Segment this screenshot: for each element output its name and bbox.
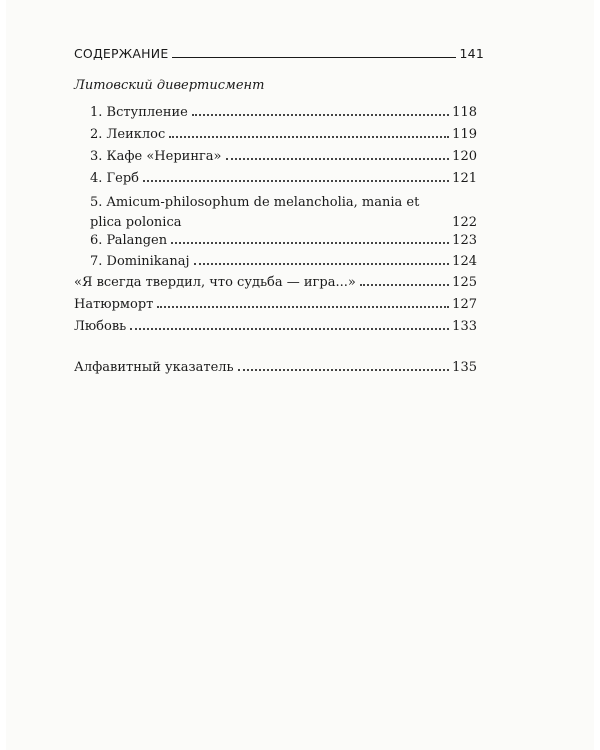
toc-entry-page: 133 bbox=[452, 319, 477, 334]
toc-entry bbox=[90, 126, 477, 143]
toc-entry-label: 1. Вступление bbox=[90, 105, 188, 120]
toc-entry-label: 3. Кафе «Неринга» bbox=[90, 149, 222, 164]
toc-entry bbox=[90, 253, 477, 270]
running-header-title: СОДЕРЖАНИЕ bbox=[74, 46, 169, 61]
toc-entry bbox=[90, 232, 477, 249]
dot-leader bbox=[226, 158, 450, 160]
toc-entry-label: 6. Palangen bbox=[90, 233, 168, 248]
dot-leader bbox=[130, 328, 449, 330]
running-header bbox=[74, 43, 484, 61]
dot-leader bbox=[171, 242, 449, 244]
toc-entry-page: 127 bbox=[452, 297, 477, 312]
dot-leader bbox=[157, 306, 449, 308]
toc-entry-label: 4. Герб bbox=[90, 171, 139, 186]
toc-entry-page: 123 bbox=[452, 233, 477, 248]
toc-entry bbox=[90, 170, 477, 187]
toc-entry bbox=[74, 318, 477, 335]
toc-entry-label: 7. Dominikanaj bbox=[90, 254, 190, 269]
toc-entry-page: 125 bbox=[452, 275, 477, 290]
header-rule bbox=[172, 57, 455, 58]
toc-entry bbox=[74, 296, 477, 313]
toc-entry-page: 118 bbox=[452, 105, 477, 120]
page-edge-right bbox=[594, 0, 600, 750]
dot-leader bbox=[192, 114, 449, 116]
dot-leader bbox=[143, 180, 449, 182]
toc-entry-label: Натюрморт bbox=[74, 297, 154, 312]
toc-entry-label: 2. Леиклос bbox=[90, 127, 166, 142]
toc-entry bbox=[90, 193, 477, 233]
toc-entry-label: «Я всегда твердил, что судьба — игра...» bbox=[74, 275, 356, 290]
toc-entry-label: Любовь bbox=[74, 319, 127, 334]
toc-entry-page: 122 bbox=[452, 215, 477, 230]
toc-entry-page: 124 bbox=[452, 254, 477, 269]
toc-entry-page: 121 bbox=[452, 171, 477, 186]
page-number: 141 bbox=[459, 46, 484, 61]
dot-leader bbox=[238, 369, 450, 371]
toc-entry bbox=[74, 274, 477, 291]
toc-entry bbox=[74, 359, 477, 376]
toc-entry-page: 120 bbox=[452, 149, 477, 164]
section-title: Литовский дивертисмент bbox=[74, 78, 265, 93]
page-edge-left bbox=[0, 0, 6, 750]
dot-leader bbox=[169, 136, 449, 138]
toc-entry bbox=[90, 148, 477, 165]
toc-entry-page: 135 bbox=[452, 360, 477, 375]
toc-entry bbox=[90, 104, 477, 121]
toc-entry-label: 5. Amicum-philosophum de melancholia, mania et plica polonica bbox=[90, 195, 420, 230]
toc-entry-label: Алфавитный указатель bbox=[74, 360, 234, 375]
toc-entry-page: 119 bbox=[452, 127, 477, 142]
dot-leader bbox=[194, 263, 450, 265]
dot-leader bbox=[360, 284, 449, 286]
